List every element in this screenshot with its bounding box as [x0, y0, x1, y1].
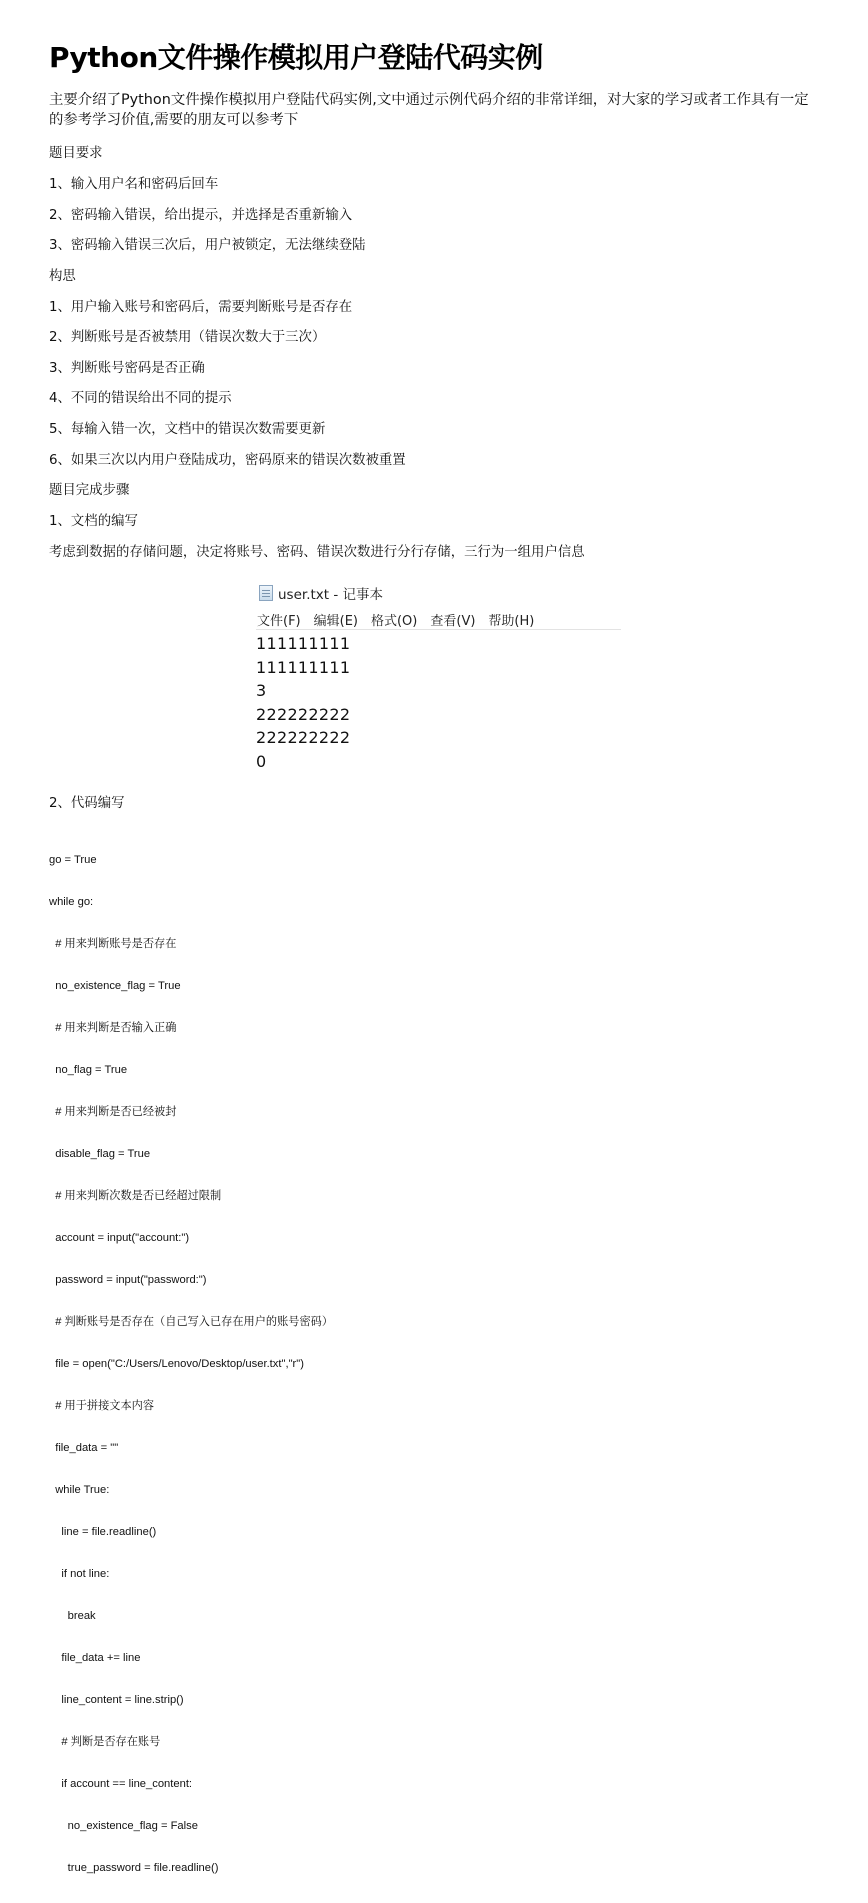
- code-line: file_data = "": [49, 1442, 119, 1454]
- code-line: file_data += line: [49, 1652, 141, 1664]
- requirement-1: 1、输入用户名和密码后回车: [49, 177, 219, 192]
- code-line: while True:: [49, 1484, 110, 1496]
- text-line: 3: [256, 681, 267, 701]
- idea-1: 1、用户输入账号和密码后，需要判断账号是否存在: [49, 300, 353, 315]
- code-line: disable_flag = True: [49, 1148, 151, 1160]
- code-line: no_existence_flag = True: [49, 980, 181, 992]
- heading-steps: 题目完成步骤: [49, 483, 130, 498]
- code-line: account = input("account:"): [49, 1232, 190, 1244]
- menu-file[interactable]: 文件(F): [257, 614, 301, 629]
- text-line: 111111111: [256, 634, 351, 653]
- code-line: # 用来判断是否已经被封: [49, 1106, 177, 1118]
- code-block: [49, 825, 333, 1903]
- requirement-2: 2、密码输入错误，给出提示，并选择是否重新输入: [49, 208, 353, 223]
- code-line: # 判断账号是否存在（自己写入已存在用户的账号密码）: [49, 1316, 334, 1328]
- code-line: go = True: [49, 854, 97, 866]
- code-line: if not line:: [49, 1568, 110, 1580]
- intro-paragraph: 主要介绍了Python文件操作模拟用户登陆代码实例,文中通过示例代码介绍的非常详细，对大家的学习或者工作具有一定的参考学习价值,需要的朋友可以参考下: [49, 92, 809, 128]
- notepad-menubar: [256, 610, 621, 630]
- idea-4: 4、不同的错误给出不同的提示: [49, 391, 232, 406]
- heading-requirements: 题目要求: [49, 146, 103, 161]
- code-line: # 用来判断次数是否已经超过限制: [49, 1190, 222, 1202]
- notepad-screenshot: [256, 580, 621, 776]
- code-line: file = open("C:/Users/Lenovo/Desktop/user.txt","r"): [49, 1358, 304, 1370]
- idea-2: 2、判断账号是否被禁用（错误次数大于三次）: [49, 330, 326, 345]
- idea-6: 6、如果三次以内用户登陆成功，密码原来的错误次数被重置: [49, 453, 406, 468]
- step-1-description: 考虑到数据的存储问题，决定将账号、密码、错误次数进行分行存储，三行为一组用户信息: [49, 545, 585, 560]
- code-line: password = input("password:"): [49, 1274, 207, 1286]
- code-line: line = file.readline(): [49, 1526, 157, 1538]
- heading-idea: 构思: [49, 269, 76, 284]
- code-line: # 判断是否存在账号: [49, 1736, 161, 1748]
- code-line: if account == line_content:: [49, 1778, 193, 1790]
- notepad-text-area: [256, 632, 350, 774]
- code-line: # 用来判断是否输入正确: [49, 1022, 177, 1034]
- code-line: true_password = file.readline(): [49, 1862, 219, 1874]
- menu-view[interactable]: 查看(V): [430, 614, 476, 629]
- menu-edit[interactable]: 编辑(E): [313, 614, 358, 629]
- notepad-window-title: user.txt - 记事本: [278, 587, 384, 603]
- text-line: 222222222: [256, 704, 351, 724]
- code-line: no_flag = True: [49, 1064, 128, 1076]
- menu-help[interactable]: 帮助(H): [488, 614, 535, 629]
- code-line: line_content = line.strip(): [49, 1694, 184, 1706]
- step-1: 1、文档的编写: [49, 514, 138, 529]
- code-line: break: [49, 1610, 96, 1622]
- code-line: # 用来判断账号是否存在: [49, 938, 177, 950]
- menu-format[interactable]: 格式(O): [370, 614, 418, 629]
- page-title: Python文件操作模拟用户登陆代码实例: [49, 41, 543, 74]
- notepad-icon: [259, 585, 273, 601]
- idea-5: 5、每输入错一次，文档中的错误次数需要更新: [49, 422, 326, 437]
- text-line: 222222222: [256, 728, 351, 748]
- heading-code: 2、代码编写: [49, 796, 125, 811]
- requirement-3: 3、密码输入错误三次后，用户被锁定，无法继续登陆: [49, 238, 366, 253]
- code-line: # 用于拼接文本内容: [49, 1400, 155, 1412]
- idea-3: 3、判断账号密码是否正确: [49, 361, 205, 376]
- code-line: no_existence_flag = False: [49, 1820, 198, 1832]
- notepad-titlebar: [259, 583, 383, 603]
- text-line: 0: [256, 751, 267, 771]
- text-line: 111111111: [256, 657, 351, 677]
- code-line: while go:: [49, 896, 94, 908]
